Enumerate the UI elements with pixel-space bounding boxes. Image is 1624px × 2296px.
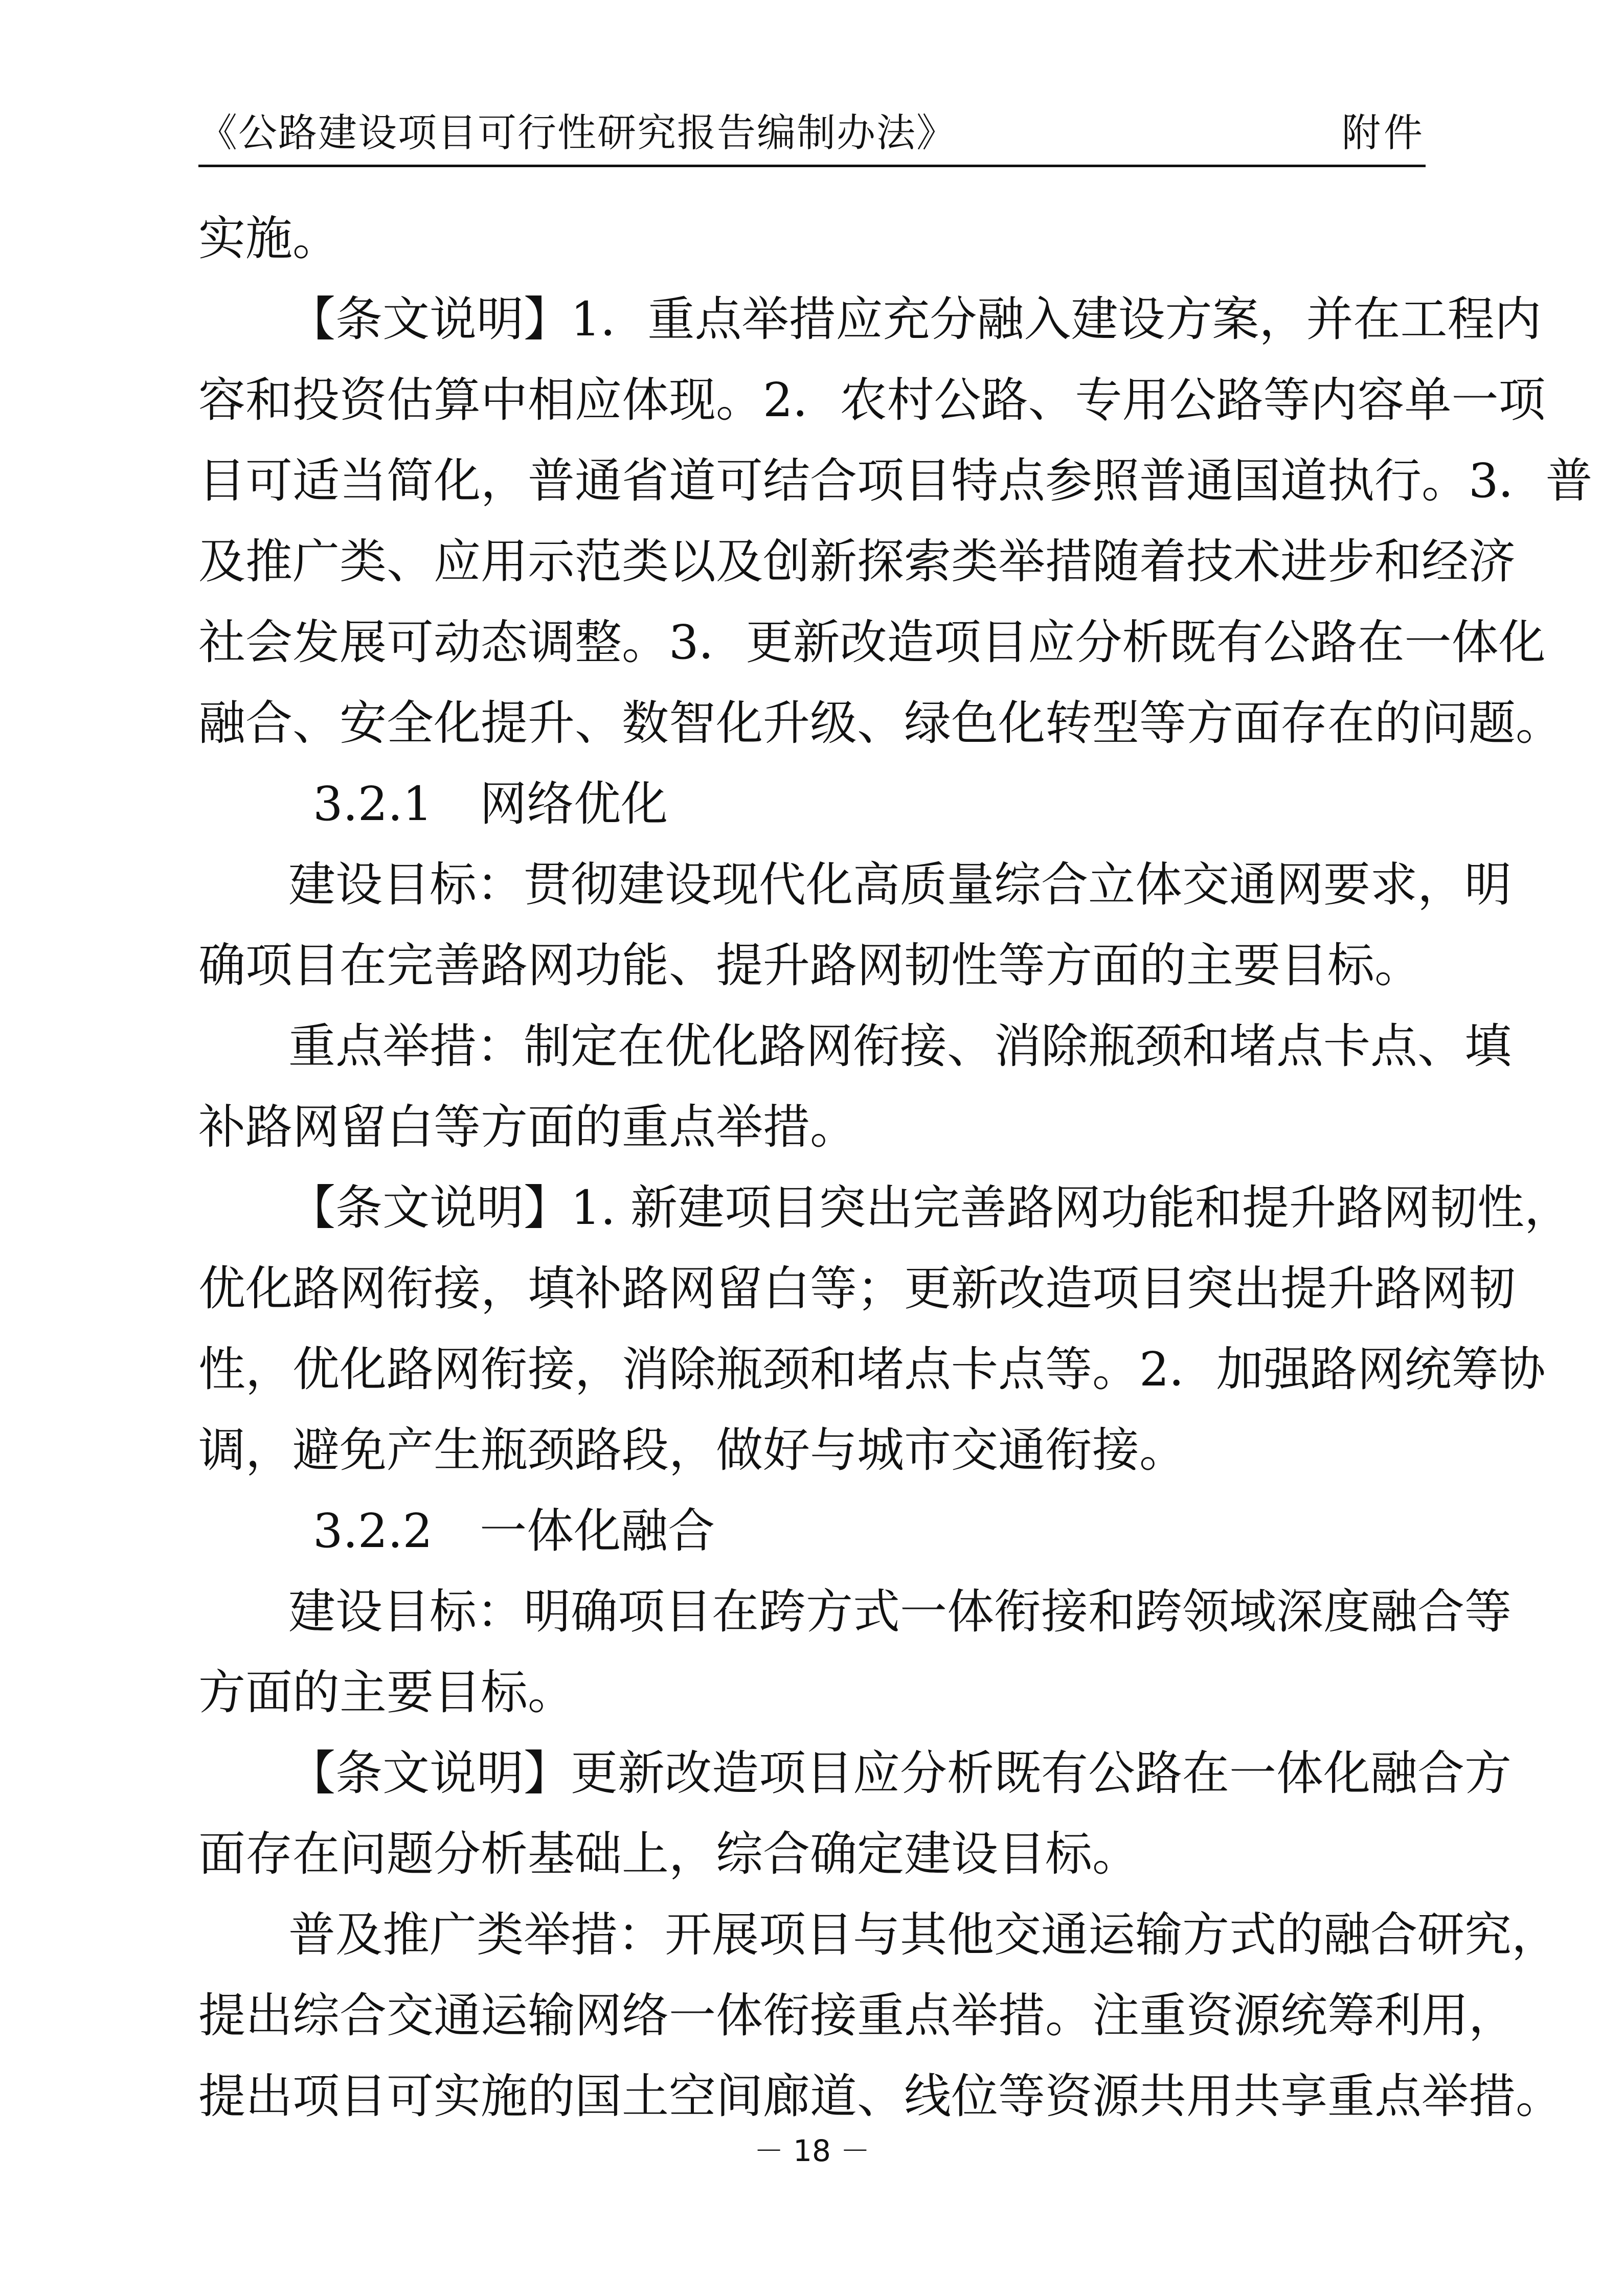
- text-line: 确项目在完善路网功能、提升路网韧性等方面的主要目标。: [198, 938, 1422, 993]
- text-line: 建设目标：贯彻建设现代化高质量综合立体交通网要求，明: [288, 857, 1512, 912]
- text-line: 社会发展可动态调整。3．更新改造项目应分析既有公路在一体化: [198, 615, 1546, 670]
- text-line: 容和投资估算中相应体现。2．农村公路、专用公路等内容单一项: [198, 373, 1546, 427]
- document-title: 《公路建设项目可行性研究报告编制办法》: [198, 110, 956, 155]
- section-heading: 3.2.1 网络优化: [313, 777, 668, 831]
- page-number: － 18 －: [754, 2133, 870, 2168]
- text-line: 补路网留白等方面的重点举措。: [198, 1100, 858, 1154]
- text-line: 目可适当简化，普通省道可结合项目特点参照普通国道执行。3．普: [198, 453, 1593, 508]
- text-line: 【条文说明】1．重点举措应充分融入建设方案，并在工程内: [288, 292, 1542, 347]
- text-line: 优化路网衔接，填补路网留白等；更新改造项目突出提升路网韧: [198, 1261, 1516, 1316]
- text-line: 面存在问题分析基础上，综合确定建设目标。: [198, 1827, 1140, 1881]
- page-header: [198, 110, 1426, 167]
- text-line: 融合、安全化提升、数智化升级、绿色化转型等方面存在的问题。: [198, 696, 1563, 751]
- section-heading: 3.2.2 一体化融合: [313, 1504, 715, 1558]
- text-line: 提出综合交通运输网络一体衔接重点举措。注重资源统筹利用，: [198, 1988, 1516, 2043]
- text-line: 性，优化路网衔接，消除瓶颈和堵点卡点等。2．加强路网统筹协: [198, 1342, 1546, 1397]
- attachment-label: 附件: [1342, 110, 1426, 155]
- text-line: 调，避免产生瓶颈路段，做好与城市交通衔接。: [198, 1423, 1187, 1477]
- text-line: 【条文说明】1. 新建项目突出完善路网功能和提升路网韧性，: [288, 1180, 1572, 1235]
- text-line: 方面的主要目标。: [198, 1665, 575, 1720]
- text-line: 【条文说明】更新改造项目应分析既有公路在一体化融合方: [288, 1746, 1512, 1801]
- text-line: 提出项目可实施的国土空间廊道、线位等资源共用共享重点举措。: [198, 2069, 1563, 2124]
- body-text: [198, 198, 1593, 2137]
- text-line: 普及推广类举措：开展项目与其他交通运输方式的融合研究，: [288, 1907, 1559, 1962]
- text-line: 实施。: [198, 211, 340, 266]
- text-line: 建设目标：明确项目在跨方式一体衔接和跨领域深度融合等: [288, 1584, 1512, 1639]
- text-line: 及推广类、应用示范类以及创新探索类举措随着技术进步和经济: [198, 534, 1516, 589]
- text-line: 重点举措：制定在优化路网衔接、消除瓶颈和堵点卡点、填: [288, 1019, 1512, 1074]
